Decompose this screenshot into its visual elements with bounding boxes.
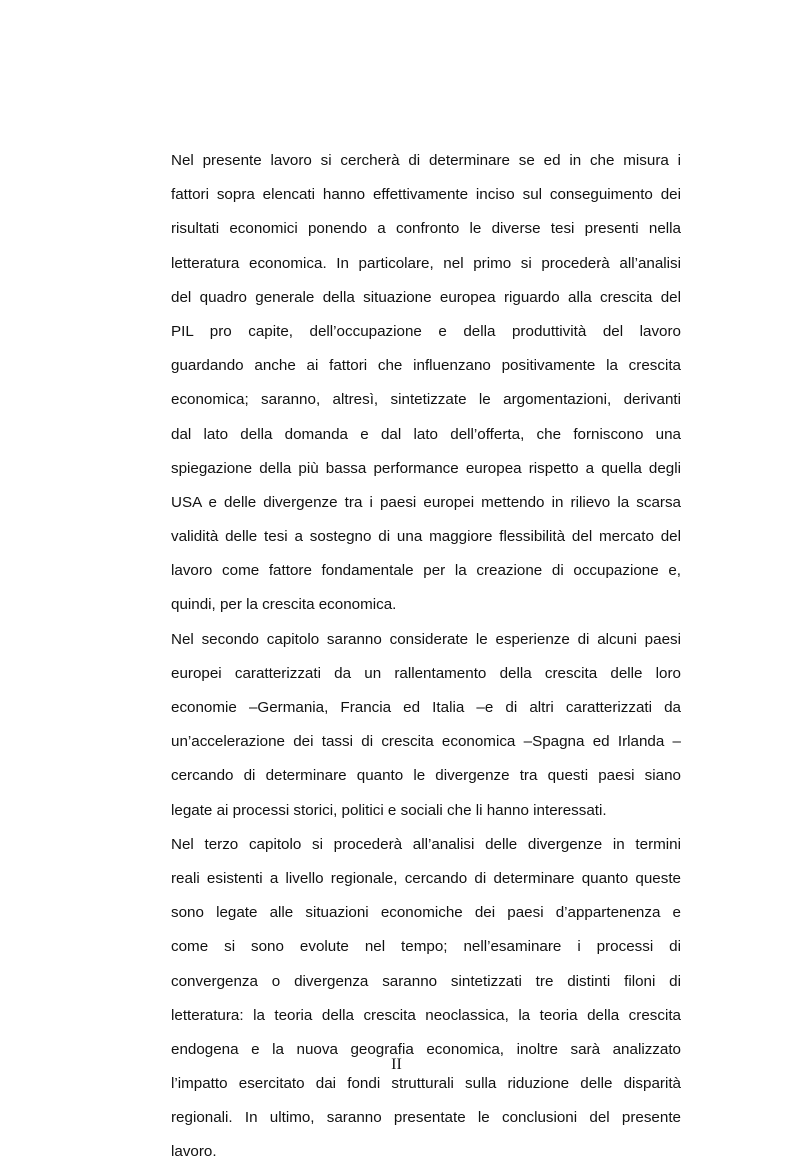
text-line: fattori sopra elencati hanno effettivamente inciso sul conseguimento dei — [171, 186, 681, 204]
text-line: reali esistenti a livello regionale, cercando di determinare quanto queste — [171, 869, 681, 887]
text-line: letteratura: la teoria della crescita neoclassica, la teoria della crescita — [171, 1006, 681, 1024]
body-text — [171, 150, 681, 1176]
text-line: USA e delle divergenze tra i paesi europei mettendo in rilievo la scarsa — [171, 493, 681, 511]
text-line: dal lato della domanda e dal lato dell’offerta, che forniscono una — [171, 425, 681, 443]
text-line: PIL pro capite, dell’occupazione e della produttività del lavoro — [171, 322, 681, 340]
text-line: Nel secondo capitolo saranno considerate le esperienze di alcuni paesi — [171, 630, 681, 648]
text-line: Nel terzo capitolo si procederà all’analisi delle divergenze in termini — [171, 835, 681, 853]
text-line: validità delle tesi a sostegno di una maggiore flessibilità del mercato del — [171, 528, 681, 546]
text-line: lavoro come fattore fondamentale per la creazione di occupazione e, — [171, 562, 681, 580]
text-line: cercando di determinare quanto le divergenze tra questi paesi siano — [171, 767, 681, 785]
text-line: convergenza o divergenza saranno sintetizzati tre distinti filoni di — [171, 972, 681, 990]
text-line: regionali. In ultimo, saranno presentate le conclusioni del presente — [171, 1109, 681, 1127]
text-line: spiegazione della più bassa performance europea rispetto a quella degli — [171, 459, 681, 477]
text-line: Nel presente lavoro si cercherà di determinare se ed in che misura i — [171, 152, 681, 169]
text-line: un’accelerazione dei tassi di crescita economica –Spagna ed Irlanda – — [171, 733, 681, 751]
text-line: europei caratterizzati da un rallentamento della crescita delle loro — [171, 664, 681, 682]
text-line: letteratura economica. In particolare, nel primo si procederà all’analisi — [171, 254, 681, 272]
text-line: lavoro. — [171, 1143, 217, 1161]
text-line: sono legate alle situazioni economiche dei paesi d’appartenenza e — [171, 904, 681, 922]
text-line: risultati economici ponendo a confronto le diverse tesi presenti nella — [171, 220, 681, 238]
text-line: come si sono evolute nel tempo; nell’esaminare i processi di — [171, 938, 681, 956]
text-line: legate ai processi storici, politici e sociali che li hanno interessati. — [171, 801, 607, 819]
text-line: economica; saranno, altresì, sintetizzate le argomentazioni, derivanti — [171, 391, 681, 409]
text-line: endogena e la nuova geografia economica, inoltre sarà analizzato — [171, 1040, 681, 1058]
text-line: economie –Germania, Francia ed Italia –e di altri caratterizzati da — [171, 699, 681, 716]
page-number: II — [391, 1056, 402, 1073]
text-line: quindi, per la crescita economica. — [171, 596, 397, 614]
text-line: l’impatto esercitato dai fondi strutturali sulla riduzione delle disparità — [171, 1075, 681, 1093]
text-line: guardando anche ai fattori che influenzano positivamente la crescita — [171, 357, 681, 375]
text-line: del quadro generale della situazione europea riguardo alla crescita del — [171, 288, 681, 306]
